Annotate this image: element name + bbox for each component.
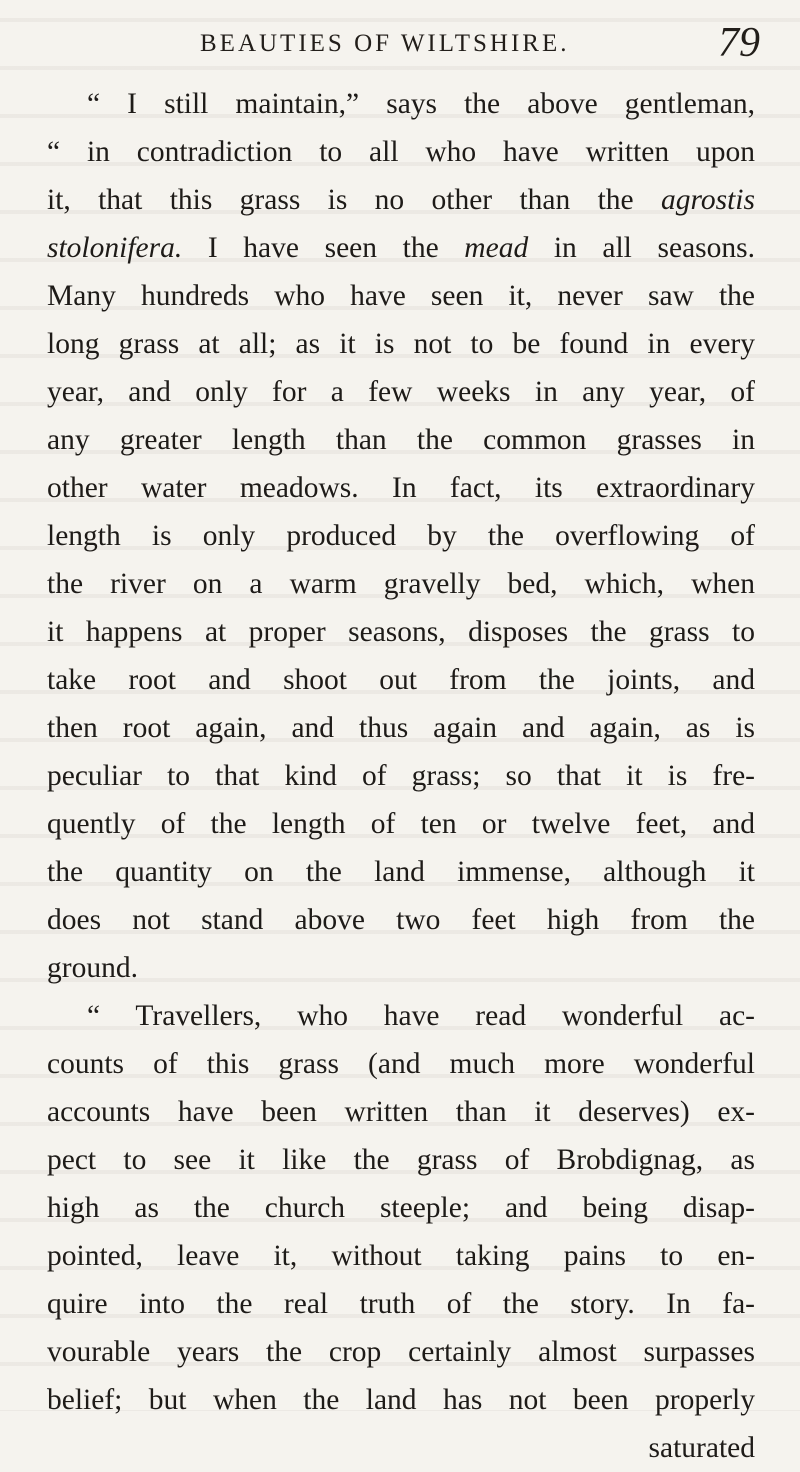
text-line: high as the church steeple; and being disap-	[47, 1192, 755, 1224]
text-line: year, and only for a few weeks in any year, of	[47, 376, 755, 408]
text-line: the quantity on the land immense, although it	[47, 856, 755, 888]
text-line: long grass at all; as it is not to be found in every	[47, 328, 755, 360]
text-line: “ in contradiction to all who have written upon	[47, 136, 755, 168]
text-line: it, that this grass is no other than the agrostis	[47, 184, 755, 216]
text-line: accounts have been written than it deserves) ex-	[47, 1096, 755, 1128]
text-line: length is only produced by the overflowing of	[47, 520, 755, 552]
text-line: quire into the real truth of the story. In fa-	[47, 1288, 755, 1320]
text-line: “ I still maintain,” says the above gentleman,	[87, 88, 755, 120]
text-line: take root and shoot out from the joints, and	[47, 664, 755, 696]
running-title: BEAUTIES OF WILTSHIRE.	[200, 30, 570, 57]
text-line: belief; but when the land has not been properly	[47, 1384, 755, 1416]
text-line: does not stand above two feet high from the	[47, 904, 755, 936]
text-line: ground.	[47, 952, 138, 984]
text-line: peculiar to that kind of grass; so that it is fre-	[47, 760, 755, 792]
text-line: stolonifera. I have seen the mead in all seasons.	[47, 232, 755, 264]
italic-term: mead	[464, 232, 529, 264]
page-number: 79	[718, 20, 760, 66]
text-line: counts of this grass (and much more wonderful	[47, 1048, 755, 1080]
text-line: any greater length than the common grasses in	[47, 424, 755, 456]
text-line: pect to see it like the grass of Brobdignag, as	[47, 1144, 755, 1176]
text-line: Many hundreds who have seen it, never saw the	[47, 280, 755, 312]
text-line: then root again, and thus again and again, as is	[47, 712, 755, 744]
text-line: quently of the length of ten or twelve feet, and	[47, 808, 755, 840]
body-text	[47, 80, 755, 1472]
text-line: pointed, leave it, without taking pains to en-	[47, 1240, 755, 1272]
italic-term: stolonifera.	[47, 232, 183, 264]
text-line: “ Travellers, who have read wonderful ac-	[87, 1000, 755, 1032]
text-line: the river on a warm gravelly bed, which, when	[47, 568, 755, 600]
text-line: vourable years the crop certainly almost surpasses	[47, 1336, 755, 1368]
text-line: other water meadows. In fact, its extraordinary	[47, 472, 755, 504]
catchword: saturated	[648, 1432, 755, 1464]
text-line: it happens at proper seasons, disposes the grass to	[47, 616, 755, 648]
italic-term: agrostis	[661, 184, 755, 216]
